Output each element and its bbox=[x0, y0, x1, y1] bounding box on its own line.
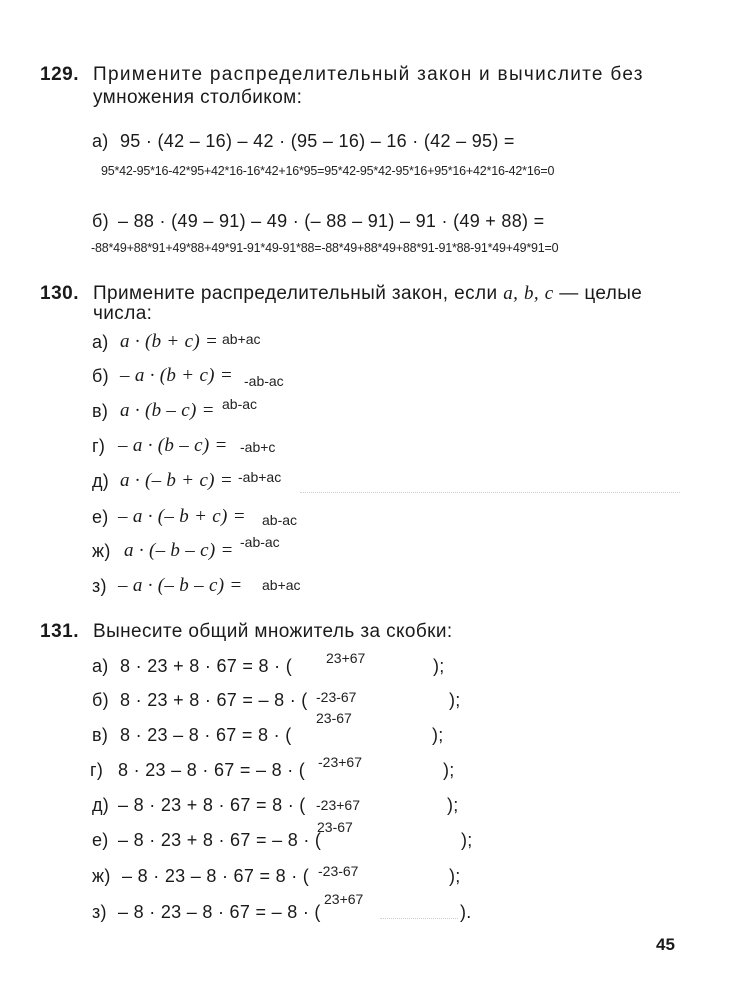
task-130-text-line1 bbox=[93, 283, 642, 305]
task-131-item-z-close: ). bbox=[460, 902, 472, 922]
task-130-item-v-answer: ab-ac bbox=[222, 396, 258, 412]
task-130-item-z-label: з) bbox=[92, 576, 107, 596]
task-131-item-b-expression: 8 · 23 + 8 · 67 = – 8 · ( bbox=[120, 690, 308, 710]
task-131-item-zh-answer: -23-67 bbox=[318, 863, 359, 879]
task-131-item-d-answer: -23+67 bbox=[316, 797, 360, 813]
task-130-item-a-answer: ab+ac bbox=[222, 331, 261, 347]
task-129-b-answer: -88*49+88*91+49*88+49*91-91*49-91*88=-88*49+88*49+88*91-91*88-91*49+49*91=0 bbox=[91, 241, 559, 255]
task-131-item-e-close: ); bbox=[461, 830, 473, 850]
task-130-item-d-label: д) bbox=[92, 471, 110, 491]
task-130-item-a-label: а) bbox=[92, 332, 109, 352]
task-131-item-a-expression: 8 · 23 + 8 · 67 = 8 · ( bbox=[120, 656, 292, 676]
task-131-item-g-answer: -23+67 bbox=[318, 754, 362, 770]
task-130-text-line2: числа: bbox=[93, 303, 153, 324]
task-131-text: Вынесите общий множитель за скобки: bbox=[93, 621, 453, 642]
task-131-item-d-label: д) bbox=[92, 795, 110, 815]
task-129-text-line1: Примените распределительный закон и вычислите без bbox=[93, 64, 644, 85]
task-130-item-e-answer: ab-ac bbox=[262, 512, 298, 528]
task-130-item-b-expression: – a · (b + c) = bbox=[120, 365, 233, 386]
faint-dotted-line bbox=[300, 492, 680, 494]
variable-a: a, bbox=[503, 283, 519, 304]
task-130-item-v-expression: a · (b – c) = bbox=[120, 400, 215, 421]
task-131-number: 131. bbox=[40, 621, 79, 642]
task-131-item-g-close: ); bbox=[443, 760, 455, 780]
task-131-item-a-label: а) bbox=[92, 656, 109, 676]
task-130-text-line1-end: — целые bbox=[559, 283, 643, 304]
task-131-item-g-label: г) bbox=[90, 760, 104, 780]
task-130-item-g-label: г) bbox=[92, 436, 106, 456]
task-130-item-zh-label: ж) bbox=[92, 541, 111, 561]
task-130-item-b-answer: -ab-ac bbox=[244, 373, 284, 389]
task-130-item-v-label: в) bbox=[92, 401, 109, 421]
faint-dotted-line bbox=[380, 918, 458, 920]
task-131-item-v-answer: 23-67 bbox=[316, 710, 352, 726]
task-130-item-zh-answer: -ab-ac bbox=[240, 534, 280, 550]
task-130-item-g-expression: – a · (b – c) = bbox=[118, 435, 228, 456]
task-131-item-z-answer: 23+67 bbox=[324, 891, 364, 907]
task-130-item-d-answer: -ab+ac bbox=[238, 469, 282, 485]
task-130-item-zh-expression: a · (– b – c) = bbox=[124, 540, 234, 561]
task-131-item-b-close: ); bbox=[449, 690, 461, 710]
task-131-item-d-close: ); bbox=[447, 795, 459, 815]
task-131-item-v-label: в) bbox=[92, 725, 109, 745]
variable-b: b, bbox=[523, 283, 540, 304]
variable-c: c bbox=[544, 283, 554, 304]
task-131-item-e-expression: – 8 · 23 + 8 · 67 = – 8 · ( bbox=[118, 830, 322, 850]
task-129-text-line2: умножения столбиком: bbox=[93, 87, 303, 108]
task-131-item-a-close: ); bbox=[433, 656, 445, 676]
task-131-item-z-expression: – 8 · 23 – 8 · 67 = – 8 · ( bbox=[118, 902, 321, 922]
page-number: 45 bbox=[656, 935, 675, 954]
task-129-b-expression: – 88 · (49 – 91) – 49 · (– 88 – 91) – 91 · (49 + 88) = bbox=[118, 211, 545, 231]
task-130-item-e-label: е) bbox=[92, 507, 109, 527]
task-129-number: 129. bbox=[40, 64, 79, 85]
task-130-item-a-expression: a · (b + c) = bbox=[120, 331, 219, 352]
task-130-item-g-answer: -ab+c bbox=[240, 439, 276, 455]
task-129-a-expression: 95 · (42 – 16) – 42 · (95 – 16) – 16 · (42 – 95) = bbox=[120, 131, 515, 151]
task-130-item-z-answer: ab+ac bbox=[262, 577, 301, 593]
task-131-item-v-expression: 8 · 23 – 8 · 67 = 8 · ( bbox=[120, 725, 292, 745]
task-131-item-zh-close: ); bbox=[449, 866, 461, 886]
task-131-item-zh-expression: – 8 · 23 – 8 · 67 = 8 · ( bbox=[122, 866, 310, 886]
task-131-item-e-answer: 23-67 bbox=[317, 819, 353, 835]
task-130-item-z-expression: – a · (– b – c) = bbox=[118, 575, 243, 596]
task-130-item-b-label: б) bbox=[92, 366, 109, 386]
task-131-item-b-answer: -23-67 bbox=[316, 689, 357, 705]
task-130-text-line1-start: Примените распределительный закон, если bbox=[93, 283, 498, 304]
task-130-item-e-expression: – a · (– b + c) = bbox=[118, 506, 246, 527]
task-131-item-a-answer: 23+67 bbox=[326, 650, 366, 666]
task-131-item-d-expression: – 8 · 23 + 8 · 67 = 8 · ( bbox=[118, 795, 306, 815]
task-130-item-d-expression: a · (– b + c) = bbox=[120, 470, 233, 491]
task-129-b-label: б) bbox=[92, 211, 109, 231]
task-131-item-zh-label: ж) bbox=[92, 866, 111, 886]
task-131-item-z-label: з) bbox=[92, 902, 107, 922]
task-131-item-v-close: ); bbox=[432, 725, 444, 745]
task-131-item-g-expression: 8 · 23 – 8 · 67 = – 8 · ( bbox=[118, 760, 306, 780]
task-129-a-answer: 95*42-95*16-42*95+42*16-16*42+16*95=95*42-95*42-95*16+95*16+42*16-42*16=0 bbox=[101, 164, 555, 178]
task-131-item-b-label: б) bbox=[92, 690, 109, 710]
task-130-number: 130. bbox=[40, 283, 79, 304]
task-129-a-label: а) bbox=[92, 131, 109, 151]
task-131-item-e-label: е) bbox=[92, 830, 109, 850]
